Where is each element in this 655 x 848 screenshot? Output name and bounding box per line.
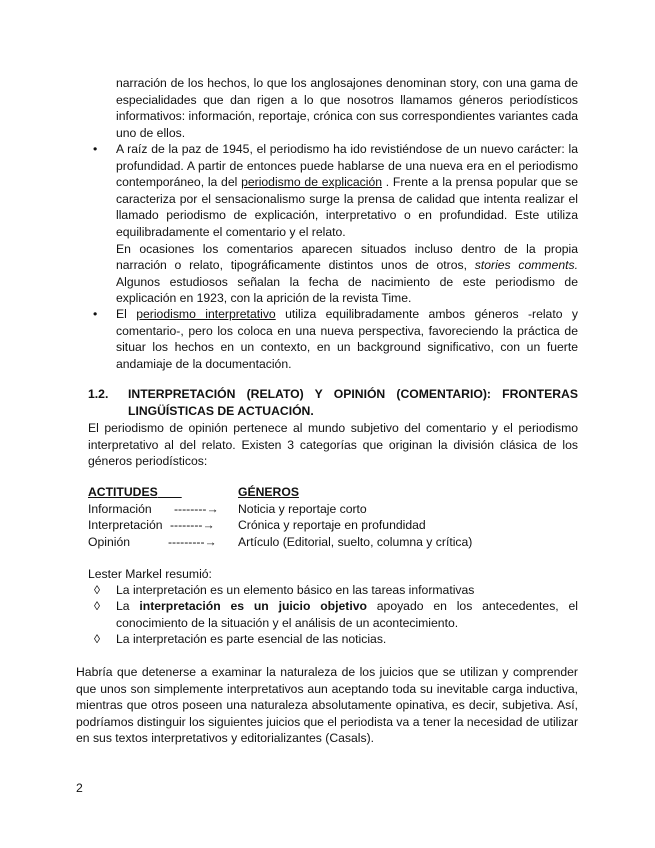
header-generos: GÉNEROS [238,485,299,499]
bullet2-paragraph1 [116,141,578,241]
section-body: El periodismo de opinión pertenece al mundo subjetivo del comentario y el periodismo interpretativo al del relato. Existen 3 categorías que originan la división clásica de los géneros periodísticos: [88,421,578,469]
text: utiliza equilibradamente ambos géneros -relato y comentario-, pero los coloca en una nueva perspectiva, favoreciendo la práctica de situar los hechos en un contexto, en un background significativo, con un fuerte andamiaje de la documentación. [116,307,578,371]
header-actitudes: ACTITUDES [88,485,158,499]
bold-text: interpretación es un juicio objetivo [139,599,367,613]
arrow-cell: --------→ [170,518,215,533]
table-row [88,517,578,534]
bullet-text [116,141,578,307]
text: Algunos estudiosos señalan la fecha de nacimiento de este periodismo de explicación en 1923, con la aprición de la revista Time. [116,274,578,306]
text: . Frente a la prensa popular que se caracteriza por el sensacionalismo surge la prensa de calidad que intenta realizar el llamado periodismo de explicación, interpretativo o en profundidad. Este utiliza equilibradamente el comentario y el relato. [116,175,578,239]
markel-intro: Lester Markel resumió: [88,567,212,581]
arrow-cell: --------→ [174,501,219,516]
genero-cell: Crónica y reportaje en profundidad [238,518,426,533]
genres-table [88,484,578,550]
periodismo-interpretativo-link: periodismo interpretativo [136,307,276,321]
table-row [88,501,578,518]
diamond-bullet-icon: ◊ [94,583,101,597]
table-row [88,534,578,551]
bullet-text [116,306,578,372]
italic-text: stories comments. [474,258,578,273]
page-number: 2 [76,781,83,795]
bullet-icon: • [93,307,98,321]
bullet2-paragraph2 [116,241,578,307]
text: A raíz de la paz de 1945, el periodismo ha ido revistiéndose de un nuevo carácter: la profundidad. A partir de entonces puede hablarse de una nueva era en el periodismo contemporáneo, la del [116,142,578,190]
bullet3-paragraph [116,306,578,372]
markel-item-1: La interpretación es un elemento básico en las tareas informativas [116,583,475,597]
arrow-cell: ---------→ [168,534,217,549]
section-number: 1.2. [88,387,109,401]
table-header [88,484,578,501]
markel-item-3: La interpretación es parte esencial de las noticias. [116,632,387,646]
actitud-cell: Interpretación [88,518,163,533]
section-title: INTERPRETACIÓN (RELATO) Y OPINIÓN (COMENTARIO): FRONTERAS LINGÜÍSTICAS DE ACTUACIÓN. [128,387,578,418]
diamond-bullet-icon: ◊ [94,632,101,646]
diamond-bullet-icon: ◊ [94,599,101,613]
text: En ocasiones los comentarios aparecen situados incluso dentro de la propia narración o relato, tipográficamente distintos unos de otros, [116,241,578,273]
bullet-icon: • [93,142,98,156]
markel-item-2 [116,598,578,631]
text: La [116,599,140,613]
actitud-cell: Opinión [88,534,131,549]
periodismo-explicacion-link: periodismo de explicación [241,175,383,190]
header-underline-gap [158,484,182,501]
genero-cell: Artículo (Editorial, suelto, columna y crítica) [238,534,473,549]
text: El [116,307,137,321]
closing-paragraph: Habría que detenerse a examinar la naturaleza de los juicios que se utilizan y comprender que unos son simplemente interpretativos aun aceptando toda su inevitable carga inductiva, mientras que otros poseen una naturaleza absolutamente opinativa, es decir, subjetiva. Así, podríamos distinguir los siguientes juicios que el periodista va a tener la necesidad de utilizar en sus textos interpretativos y editorializantes (Casals). [76,665,579,746]
genero-cell: Noticia y reportaje corto [238,501,367,516]
actitud-cell: Información [88,501,152,516]
text: apoyado en los antecedentes, el conocimiento de la situación y el análisis de un acontecimiento. [116,599,578,630]
intro-continuation: narración de los hechos, lo que los anglosajones denominan story, con una gama de especialidades que dan rigen a lo que nosotros llamamos géneros periodísticos informativos: información, reportaje, crónica con sus correspondientes variantes cada uno de ellos. [116,76,578,140]
